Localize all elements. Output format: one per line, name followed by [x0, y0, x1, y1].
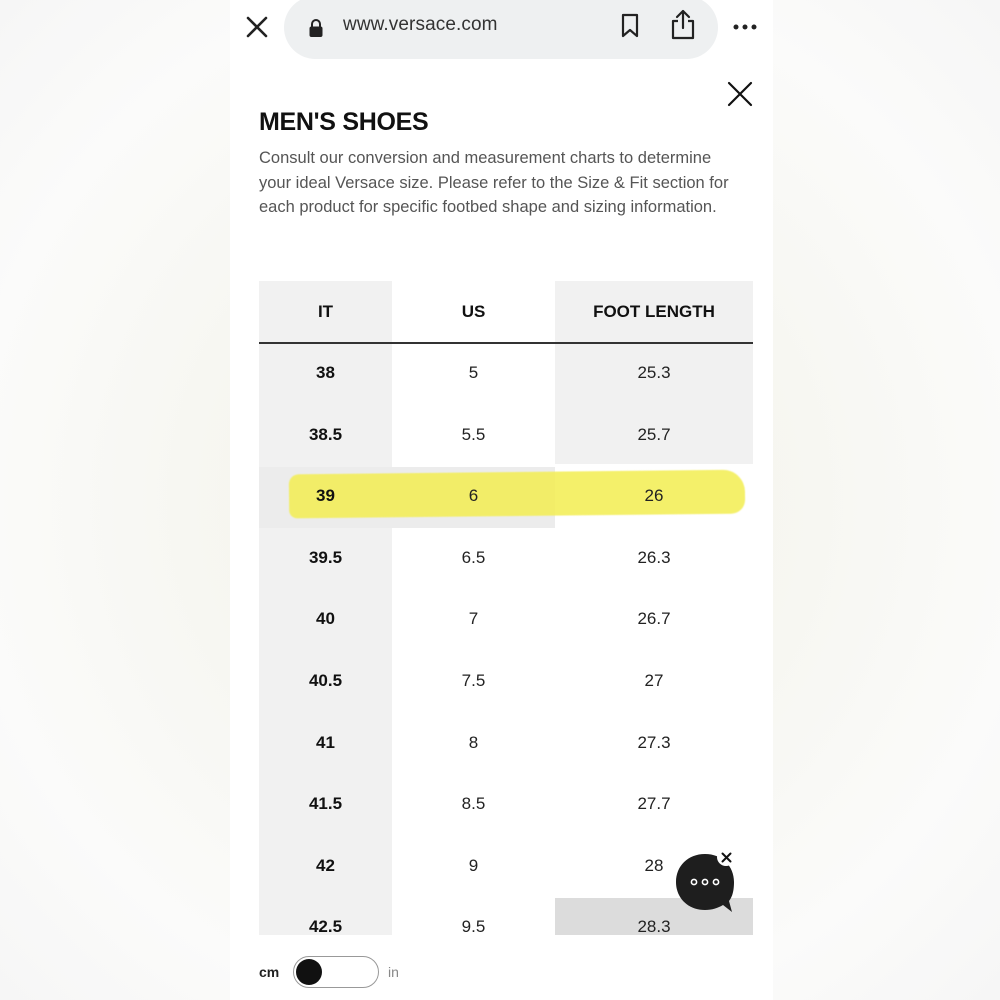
cell-us: 6.5: [461, 547, 486, 567]
cell-foot-length: 26: [644, 486, 664, 506]
page-title: MEN'S SHOES: [259, 108, 429, 136]
cell-foot-length: 28: [644, 855, 664, 875]
table-row: [259, 650, 753, 712]
url-text: www.versace.com: [343, 14, 498, 35]
cell-us: 9.5: [461, 917, 486, 935]
cell-us: 7.5: [461, 671, 486, 690]
lock-icon: [308, 18, 324, 38]
cell-us: 6: [468, 486, 479, 506]
cell-it: 40.5: [308, 671, 343, 690]
cell-foot-length: 25.7: [637, 424, 671, 444]
table-row: [259, 465, 753, 527]
cell-us: 7: [468, 609, 479, 629]
table-row: [259, 773, 753, 835]
close-icon[interactable]: [244, 14, 270, 40]
header-us: US: [461, 301, 486, 321]
cell-us: 5.5: [461, 424, 486, 444]
cell-foot-length: 25.3: [637, 363, 671, 382]
unit-label-in: in: [388, 964, 399, 980]
table-row: [259, 527, 753, 589]
share-icon[interactable]: [670, 8, 696, 40]
cell-it: 42.5: [308, 917, 343, 935]
table-row: [259, 588, 753, 650]
unit-toggle[interactable]: [293, 956, 379, 988]
cell-it: 41.5: [308, 794, 343, 814]
cell-it: 39: [316, 486, 335, 506]
cell-it: 38: [316, 363, 335, 382]
cell-us: 8: [468, 732, 479, 752]
size-guide-description: Consult our conversion and measurement charts to determine your ideal Versace size. Please refer to the Size & Fit section for each product for specific footbed shape and sizing information.: [259, 149, 729, 217]
cell-it: 40: [316, 609, 335, 629]
toggle-knob: [296, 959, 322, 985]
cell-foot-length: 27.3: [637, 732, 671, 752]
header-foot-length: FOOT LENGTH: [593, 301, 715, 321]
browser-viewport: [230, 0, 773, 1000]
cell-us: 8.5: [461, 794, 486, 814]
cell-it: 42: [316, 855, 335, 875]
bookmark-icon[interactable]: [619, 13, 641, 39]
cell-us: 9: [468, 855, 479, 875]
cell-foot-length: 27: [644, 671, 664, 690]
cell-it: 38.5: [308, 424, 343, 444]
cell-foot-length: 26.7: [637, 609, 671, 629]
table-row: [259, 342, 753, 404]
cell-foot-length: 27.7: [637, 794, 671, 814]
more-icon[interactable]: [733, 22, 757, 32]
close-icon: [721, 852, 732, 863]
size-table: [259, 281, 753, 935]
cell-it: 41: [316, 732, 335, 752]
header-it: IT: [317, 301, 334, 321]
address-bar[interactable]: [284, 0, 718, 59]
cell-foot-length: 28.3: [637, 917, 671, 935]
modal-close-icon[interactable]: [726, 80, 754, 108]
cell-foot-length: 26.3: [637, 547, 671, 567]
cell-us: 5: [468, 363, 479, 382]
unit-label-cm: cm: [259, 964, 280, 980]
chat-close-button[interactable]: [717, 848, 735, 866]
table-row: [259, 404, 753, 466]
table-row: [259, 712, 753, 774]
cell-it: 39.5: [308, 547, 343, 567]
